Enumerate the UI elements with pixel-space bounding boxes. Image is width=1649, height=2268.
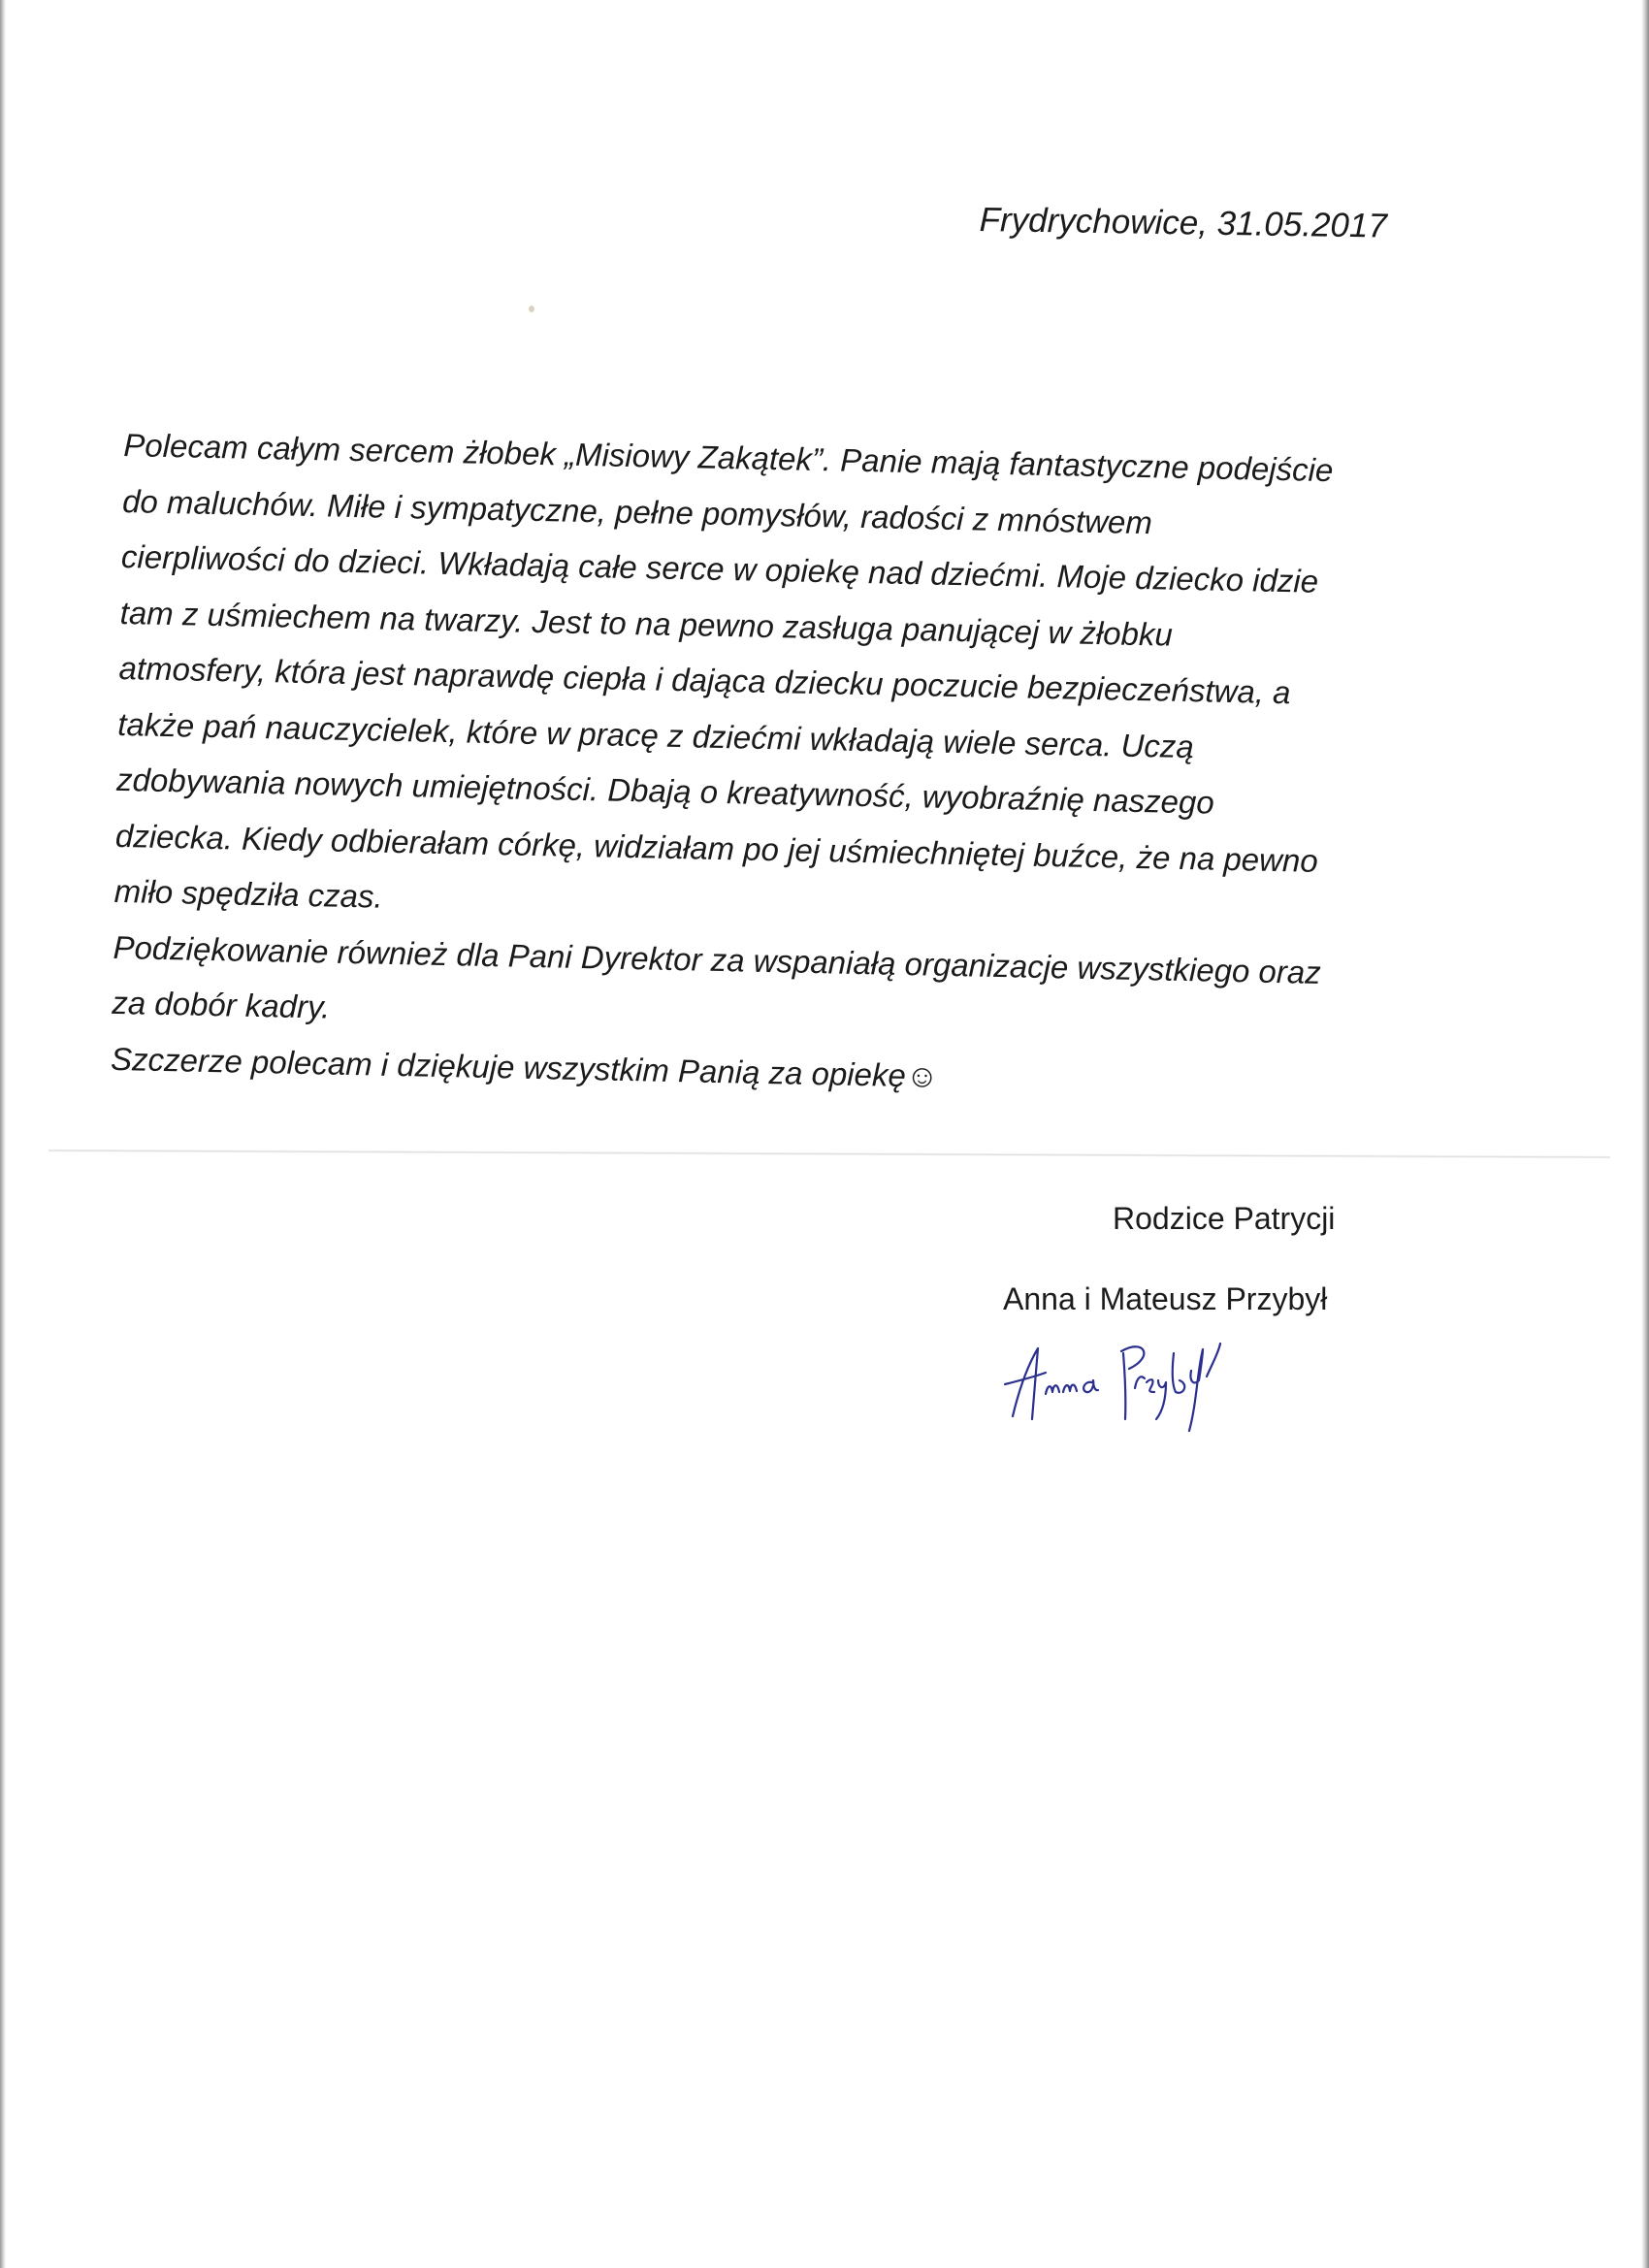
handwritten-signature xyxy=(999,1324,1251,1441)
body-line: za dobór kadry. xyxy=(111,984,331,1025)
scan-edge-right xyxy=(1641,0,1649,2268)
body-line: dziecka. Kiedy odbierałam córkę, widziałam po jej uśmiechniętej buźce, że na pewno xyxy=(114,817,1319,879)
body-line: atmosfery, która jest naprawdę ciepła i dająca dziecku poczucie bezpieczeństwa, a xyxy=(118,649,1291,711)
body-line: zdobywania nowych umiejętności. Dbają o kreatywność, wyobraźnię naszego xyxy=(115,761,1215,821)
body-line: Polecam całym sercem żłobek „Misiowy Zakątek”. Panie mają fantastyczne podejście xyxy=(123,426,1334,489)
closing-names: Anna i Mateusz Przybył xyxy=(1003,1281,1328,1316)
body-line: miło spędziła czas. xyxy=(113,872,384,915)
body-line: Szczerze polecam i dziękuje wszystkim Panią za opiekę☺ xyxy=(110,1040,939,1094)
scan-edge-left xyxy=(0,0,6,2268)
place-date: Frydrychowice, 31.05.2017 xyxy=(979,201,1388,245)
closing-parents: Rodzice Patrycji xyxy=(1113,1201,1336,1236)
paper-speck xyxy=(529,306,534,312)
body-line: cierpliwości do dzieci. Wkładają całe serce w opiekę nad dziećmi. Moje dziecko idzie xyxy=(120,537,1319,599)
letter-body xyxy=(111,417,1385,1113)
body-line: także pań nauczycielek, które w pracę z dziećmi wkładają wiele serca. Uczą xyxy=(116,705,1195,764)
body-line: do maluchów. Miłe i sympatyczne, pełne pomysłów, radości z mnóstwem xyxy=(121,482,1153,540)
body-line: tam z uśmiechem na twarzy. Jest to na pewno zasługa panującej w żłobku xyxy=(119,594,1174,653)
paper-fold-line xyxy=(48,1149,1610,1158)
body-line: Podziękowanie również dla Pani Dyrektor za wspaniałą organizacje wszystkiego oraz xyxy=(113,928,1322,990)
